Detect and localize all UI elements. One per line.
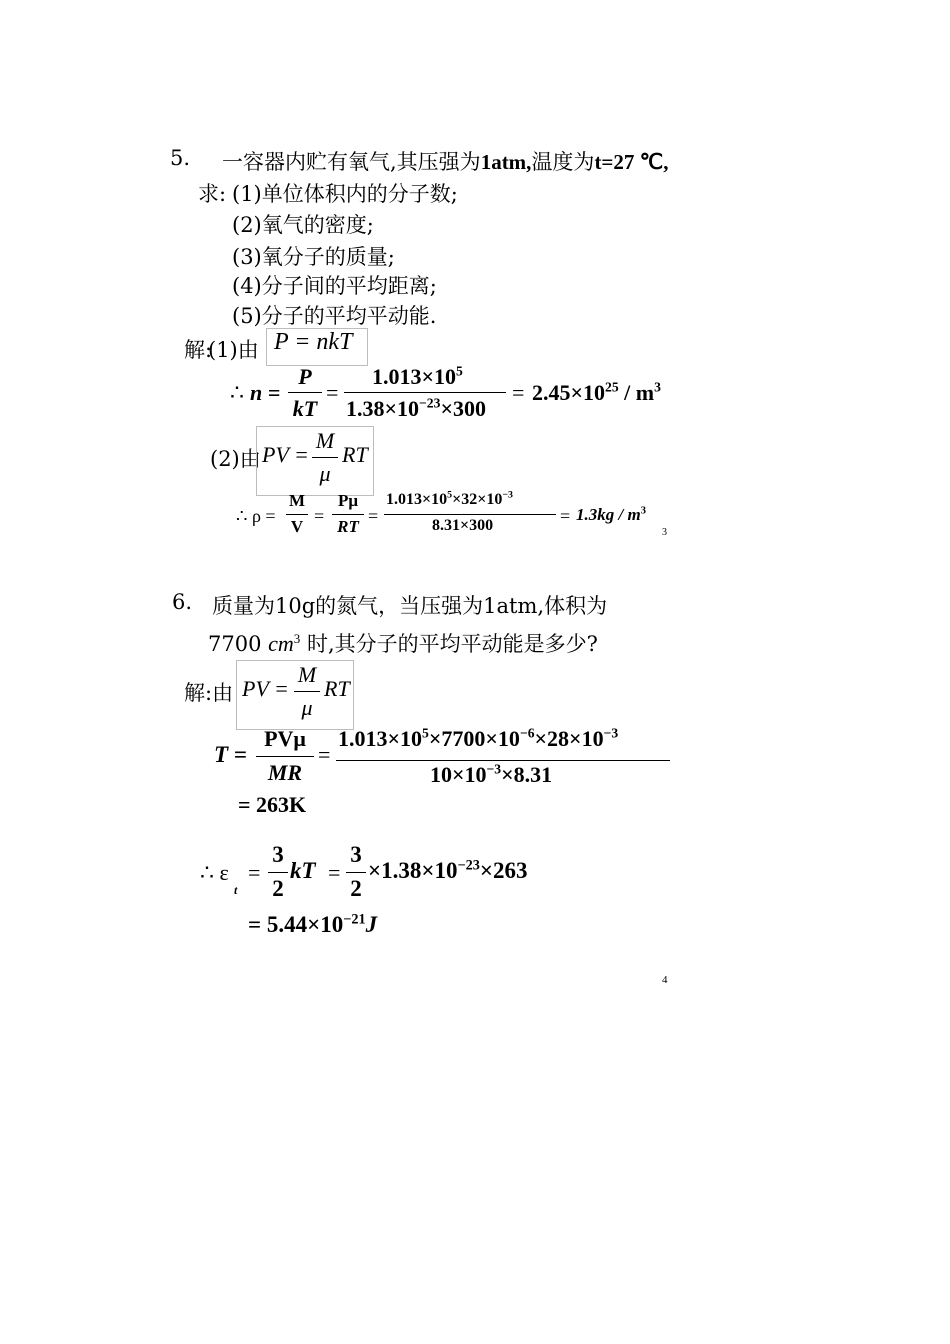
equals-sign: = bbox=[326, 380, 339, 405]
epsilon-lhs: ∴ ε bbox=[200, 860, 229, 885]
numerator-exponent-a: 5 bbox=[447, 489, 453, 501]
volume-value: 7700 bbox=[208, 632, 262, 656]
problem5-pressure: 1atm, bbox=[480, 150, 532, 174]
problem5-statement bbox=[222, 146, 668, 176]
fraction-numerator: 3 bbox=[350, 842, 362, 867]
result-exponent: 25 bbox=[605, 379, 619, 395]
fraction-bar bbox=[312, 457, 338, 458]
fraction-denominator: MR bbox=[267, 760, 303, 785]
numerator-part-b: ×32×10 bbox=[452, 491, 503, 508]
result-base: 2.45×10 bbox=[532, 380, 606, 405]
numerator-exponent-a: 5 bbox=[422, 725, 429, 741]
result-unit: / m bbox=[624, 380, 655, 405]
equals-sign: = bbox=[314, 506, 325, 526]
problem5-question-1: (1)单位体积内的分子数; bbox=[232, 182, 458, 206]
formula-rhs: RT bbox=[324, 676, 350, 701]
result-unit-exponent: 3 bbox=[654, 379, 661, 395]
fraction-denominator: 8.31×300 bbox=[432, 517, 494, 534]
denominator-part-b: ×8.31 bbox=[501, 762, 553, 787]
fraction-bar bbox=[286, 514, 308, 515]
numerator-exponent-b: −6 bbox=[519, 725, 535, 741]
problem5-number: 5. bbox=[170, 146, 191, 170]
equals-sign: = bbox=[328, 860, 341, 885]
fraction-numerator bbox=[338, 726, 618, 752]
expression-part-a: ×1.38×10 bbox=[368, 858, 458, 883]
formula-lhs: PV = bbox=[242, 676, 289, 701]
fraction-denominator: 2 bbox=[272, 876, 284, 901]
result-base: = 5.44×10 bbox=[248, 912, 344, 937]
equals-sign: = bbox=[512, 380, 525, 405]
eq-lhs: n = bbox=[250, 380, 281, 405]
fraction-bar bbox=[256, 756, 314, 757]
volume-unit-exponent: 3 bbox=[293, 631, 301, 646]
fraction-denominator: μ bbox=[301, 695, 313, 720]
denominator-tail: ×300 bbox=[440, 396, 486, 421]
problem6-number: 6. bbox=[172, 590, 193, 614]
formula-lhs: PV = bbox=[262, 442, 309, 467]
result-value bbox=[532, 380, 661, 406]
fraction-bar bbox=[344, 392, 506, 393]
fraction-numerator: M bbox=[297, 662, 317, 687]
ideal-gas-formula: P = nkT bbox=[274, 329, 353, 355]
problem6-statement-line2 bbox=[208, 628, 598, 658]
denominator-exponent: −23 bbox=[419, 395, 441, 411]
fraction-numerator: M bbox=[315, 428, 335, 453]
temperature-result: = 263K bbox=[238, 792, 307, 817]
fraction-denominator: μ bbox=[319, 461, 331, 486]
therefore-symbol: ∴ bbox=[230, 380, 244, 405]
fraction-denominator bbox=[346, 396, 486, 422]
fraction-numerator bbox=[372, 364, 463, 390]
expression-part-b: ×263 bbox=[479, 858, 528, 883]
statement-tail: 时,其分子的平均平动能是多少? bbox=[307, 632, 598, 656]
fraction-bar bbox=[268, 872, 288, 873]
eq-lhs: T = bbox=[214, 742, 247, 767]
fraction-denominator bbox=[430, 762, 552, 788]
numerator-part-b: ×7700×10 bbox=[428, 726, 520, 751]
fraction-numerator: 3 bbox=[272, 842, 284, 867]
expression-exponent: −23 bbox=[457, 857, 480, 874]
result-exponent: −21 bbox=[343, 911, 366, 928]
fraction-numerator: P bbox=[298, 364, 312, 389]
problem5-solution-label: 解: bbox=[184, 338, 213, 362]
numerator-base: 1.013×10 bbox=[372, 364, 457, 389]
fraction-denominator: V bbox=[290, 517, 304, 536]
kT-term: kT bbox=[290, 858, 316, 883]
stray-mark: 3 bbox=[662, 527, 667, 538]
denominator-base: 1.38×10 bbox=[346, 396, 420, 421]
fraction-bar bbox=[288, 392, 322, 393]
problem6-solution-label: 解:由 bbox=[184, 681, 234, 705]
fraction-numerator bbox=[386, 491, 513, 509]
numerator-exponent-b: −3 bbox=[502, 489, 513, 501]
problem5-ask-prefix: 求: bbox=[198, 182, 227, 206]
fraction-bar bbox=[346, 872, 366, 873]
problem5-question-2: (2)氧气的密度; bbox=[232, 213, 374, 237]
problem5-temp: t=27 ℃, bbox=[594, 150, 669, 174]
problem5-question-4: (4)分子间的平均距离; bbox=[232, 274, 437, 298]
denominator-part-a: 10×10 bbox=[430, 762, 487, 787]
numerator-part-c: ×28×10 bbox=[534, 726, 604, 751]
numerator-part-a: 1.013×10 bbox=[386, 491, 448, 508]
page-number: 4 bbox=[662, 974, 668, 986]
energy-expression bbox=[368, 858, 527, 884]
fraction-bar bbox=[294, 691, 320, 692]
result-exponent: 3 bbox=[640, 505, 646, 517]
epsilon-subscript: t bbox=[234, 883, 238, 897]
fraction-denominator: 2 bbox=[350, 876, 362, 901]
result-unit: J bbox=[365, 912, 378, 937]
fraction-numerator: Pμ bbox=[337, 491, 359, 510]
problem6-statement: 质量为10g的氮气，当压强为1atm,体积为 bbox=[212, 594, 608, 618]
result-text: 1.3kg / m bbox=[576, 505, 641, 524]
result-value bbox=[576, 505, 646, 525]
problem5-question-5: (5)分子的平均平动能. bbox=[232, 304, 437, 328]
numerator-exponent-c: −3 bbox=[603, 725, 619, 741]
fraction-denominator: RT bbox=[337, 517, 359, 536]
fraction-denominator: kT bbox=[292, 396, 318, 421]
fraction-bar bbox=[336, 760, 670, 761]
equals-sign: = bbox=[318, 742, 331, 767]
equals-sign: = bbox=[560, 506, 571, 526]
problem5-statement-text: 一容器内贮有氧气,其压强为 bbox=[222, 150, 481, 174]
equals-sign: = bbox=[368, 506, 379, 526]
energy-result bbox=[248, 912, 377, 938]
problem5-temp-label: 温度为 bbox=[531, 150, 595, 174]
density-lhs: ∴ ρ = bbox=[236, 506, 276, 526]
problem5-step2-prefix: (2)由 bbox=[210, 447, 261, 471]
formula-rhs: RT bbox=[342, 442, 368, 467]
problem5-question-3: (3)氧分子的质量; bbox=[232, 245, 395, 269]
numerator-exponent: 5 bbox=[456, 363, 463, 379]
fraction-bar bbox=[332, 514, 364, 515]
volume-unit: cm bbox=[268, 631, 294, 656]
equals-sign: = bbox=[248, 860, 261, 885]
numerator-part-a: 1.013×10 bbox=[338, 726, 423, 751]
denominator-exponent: −3 bbox=[486, 761, 502, 777]
fraction-numerator: M bbox=[288, 491, 306, 510]
fraction-bar bbox=[384, 514, 556, 515]
fraction-numerator: PVμ bbox=[264, 726, 306, 751]
problem5-step1-prefix: (1)由 bbox=[208, 338, 259, 362]
